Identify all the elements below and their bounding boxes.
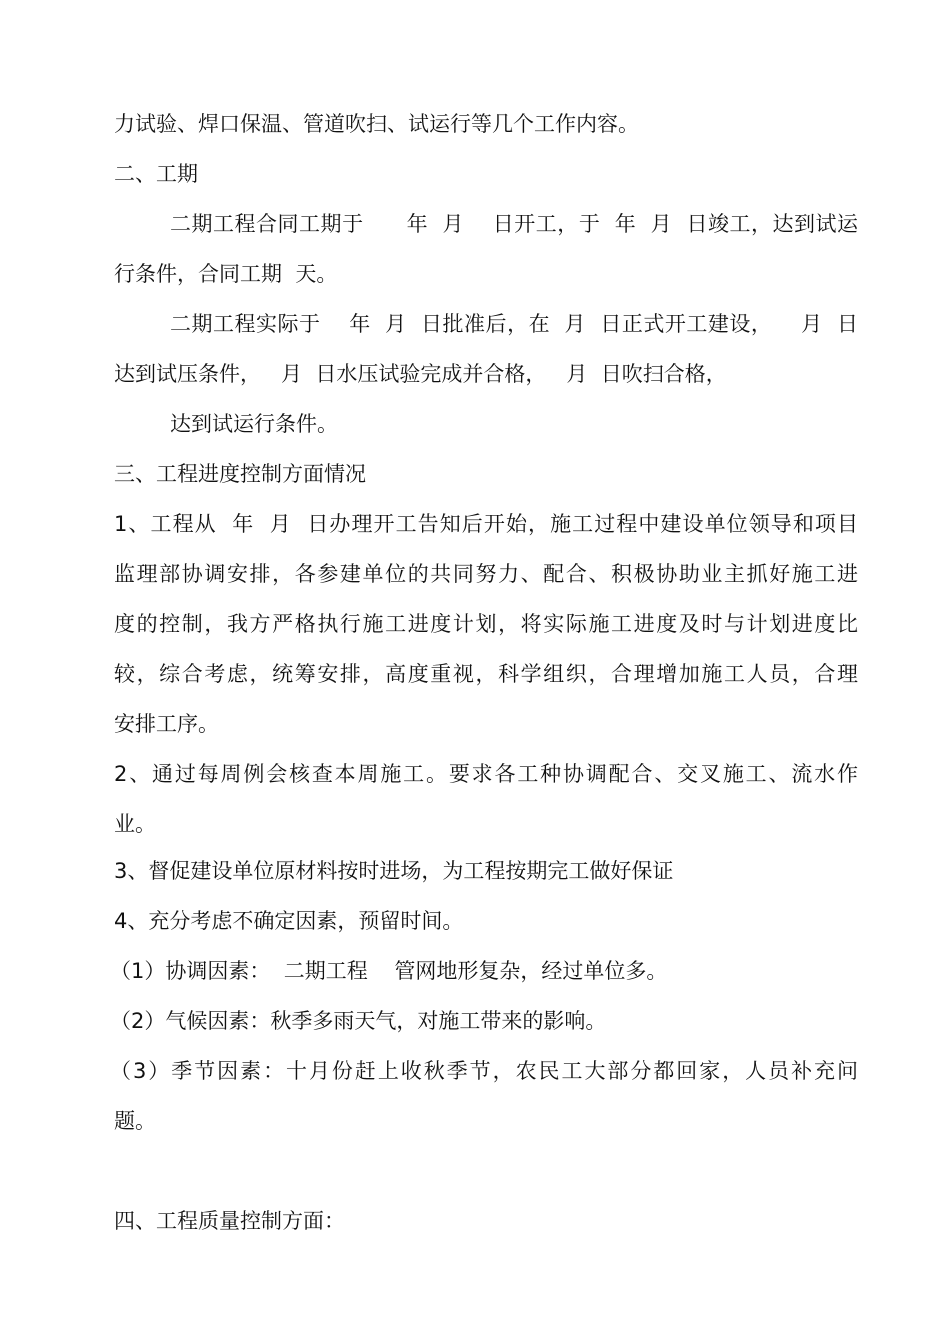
section-heading-quality-control: 四、工程质量控制方面： <box>114 1209 345 1233</box>
text-line-actual-period-cont: 达到试压条件， 月 日水压试验完成并合格， 月 日吹扫合格， <box>114 362 727 386</box>
text-line-factor-3: （3）季节因素：十月份赶上收秋季节，农民工大部分都回家，人员补充问 <box>110 1059 858 1083</box>
text-line-item-1-cont-1: 监理部协调安排，各参建单位的共同努力、配合、积极协助业主抓好施工进 <box>114 562 858 586</box>
text-line-item-1-cont-2: 度的控制，我方严格执行施工进度计划，将实际施工进度及时与计划进度比 <box>114 612 858 636</box>
text-line-item-4: 4、充分考虑不确定因素，预留时间。 <box>114 909 464 933</box>
text-line-contract-period-cont: 行条件，合同工期 天。 <box>114 262 338 286</box>
text-line-contract-period: 二期工程合同工期于 年 月 日开工，于 年 月 日竣工，达到试运 <box>170 212 858 236</box>
text-line-trial-run: 达到试运行条件。 <box>170 412 338 436</box>
text-line-item-1-cont-3: 较，综合考虑，统筹安排，高度重视，科学组织，合理增加施工人员，合理 <box>114 662 858 686</box>
text-line-item-2: 2、通过每周例会核查本周施工。要求各工种协调配合、交叉施工、流水作 <box>114 762 858 786</box>
text-line-actual-period: 二期工程实际于 年 月 日批准后，在 月 日正式开工建设， 月 日 <box>170 312 858 336</box>
text-line-factor-3-cont: 题。 <box>114 1109 156 1133</box>
text-line-item-1: 1、工程从 年 月 日办理开工告知后开始，施工过程中建设单位领导和项目 <box>114 512 858 536</box>
section-heading-progress-control: 三、工程进度控制方面情况 <box>114 462 366 486</box>
text-line-factor-2: （2）气候因素：秋季多雨天气，对施工带来的影响。 <box>110 1009 607 1033</box>
text-line-item-3: 3、督促建设单位原材料按时进场，为工程按期完工做好保证 <box>114 859 674 883</box>
section-heading-schedule: 二、工期 <box>114 162 198 186</box>
text-line-factor-1: （1）协调因素： 二期工程 管网地形复杂，经过单位多。 <box>110 959 668 983</box>
text-line-item-2-cont: 业。 <box>114 812 156 836</box>
text-line-1: 力试验、焊口保温、管道吹扫、试运行等几个工作内容。 <box>114 112 639 136</box>
text-line-item-1-cont-4: 安排工序。 <box>114 712 219 736</box>
